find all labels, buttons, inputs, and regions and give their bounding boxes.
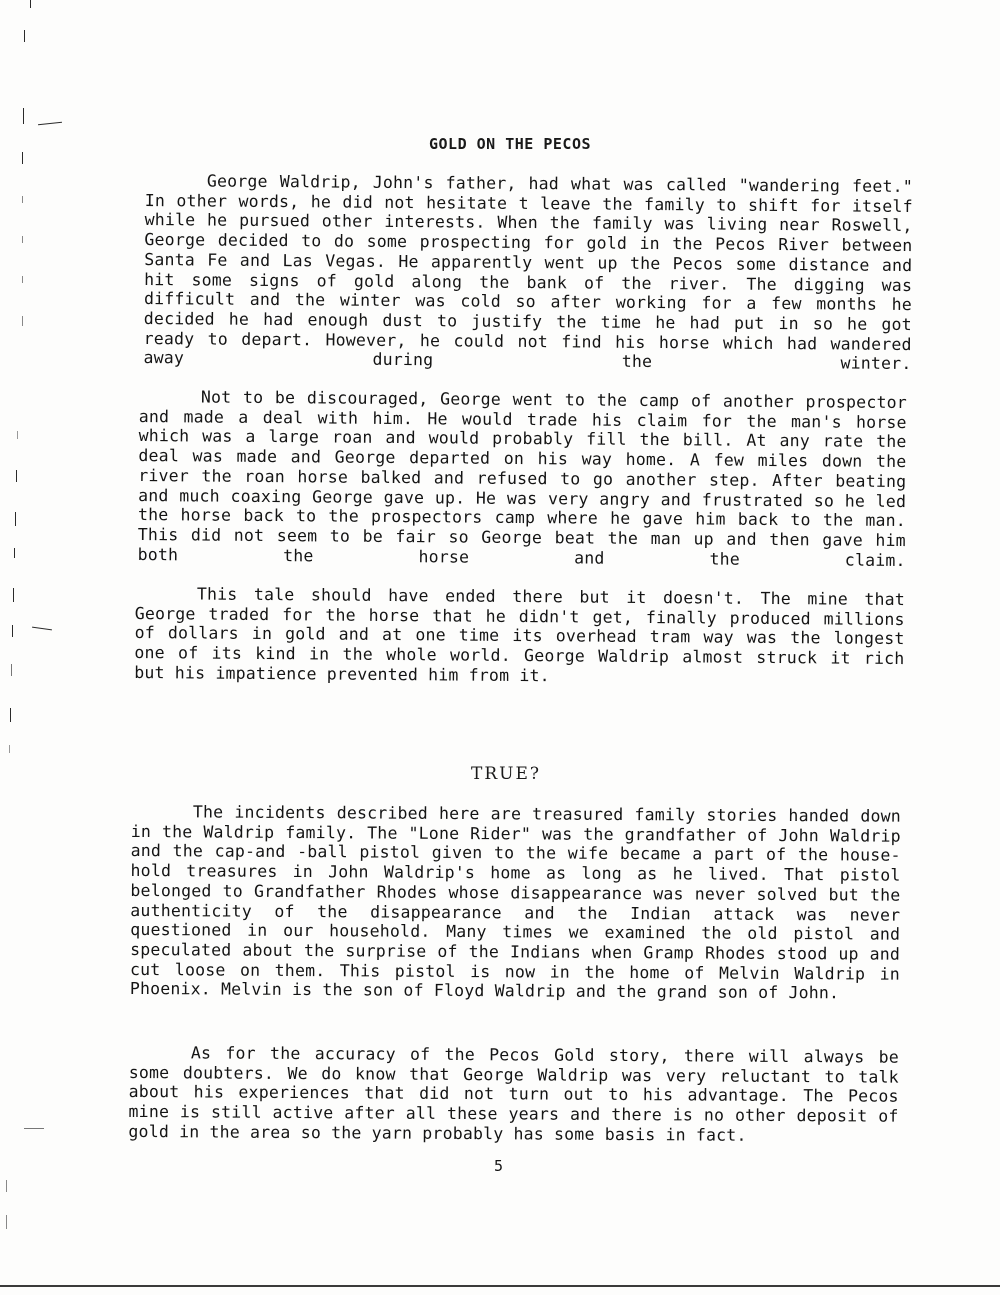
- margin-mark: [24, 1128, 44, 1129]
- margin-mark: [23, 108, 24, 124]
- paragraph: This tale should have ended there but it doesn't. The mine that George traded for the horse that he didn't get, finally produced millions of dollars in gold and at one time its overhead tram way was the longest one of its kind in the whole world. George Waldrip almost struck it rich but his impatience prevented him from it.: [134, 584, 905, 686]
- paragraph: As for the accuracy of the Pecos Gold story, there will always be some doubters. We do know that George Waldrip was very reluctant to talk about his experiences that did not turn out to his advantage. The Pecos mine is still active after all these years and there is no other deposit of gold in the area so the yarn probably has some basis in fact.: [128, 1043, 899, 1145]
- section-title-true: TRUE?: [471, 764, 541, 784]
- margin-mark: [32, 627, 52, 631]
- margin-mark: [14, 548, 15, 558]
- margin-mark: [38, 122, 62, 126]
- paragraph: Not to be discouraged, George went to the camp of another prospector and made a deal with him. He would trade his claim for the man's horse which was a large roan and would probably fill the bill. At any rate the deal was made and George departed on his way home. A few miles down the river the roan horse balked and refused to go another step. After beating and much coaxing George gave up. He was very angry and frustrated so he led the horse back to the prospectors camp where he gave him back to the man. This did not seem to be fair so George beat the man up and then gave him both the horse and the claim.: [137, 387, 907, 570]
- margin-mark: [6, 1180, 7, 1192]
- margin-mark: [9, 745, 10, 753]
- margin-mark: [22, 152, 23, 164]
- page-number: 5: [494, 1157, 504, 1175]
- margin-mark: [22, 196, 23, 203]
- paragraph: George Waldrip, John's father, had what was called "wandering feet." In other words, he did not hesitate t leave the family to shift for itself while he pursued other interests. When the family was living near Roswell, George decided to do some prospecting for gold in the Pecos River between Santa Fe and Las Vegas. He apparently went up the Pecos some distance and hit some signs of gold along the bank of the river. The digging was difficult and the winter was cold so after working for a few months he decided he had enough dust to justify the time he had put in so he got ready to depart. However, he could not find his horse which had wandered away during the winter.: [143, 171, 913, 374]
- margin-mark: [22, 276, 23, 283]
- margin-mark: [24, 30, 25, 42]
- margin-mark: [10, 708, 11, 722]
- margin-mark: [11, 664, 12, 676]
- margin-mark: [22, 236, 23, 243]
- margin-mark: [12, 625, 13, 637]
- margin-mark: [16, 470, 17, 482]
- margin-mark: [17, 431, 18, 439]
- margin-mark: [15, 512, 16, 526]
- margin-mark: [6, 1215, 7, 1229]
- section-title-gold-on-the-pecos: GOLD ON THE PECOS: [429, 135, 592, 153]
- margin-mark: [30, 0, 31, 8]
- scan-edge-line: [0, 1285, 1000, 1287]
- margin-mark: [22, 316, 23, 326]
- paragraph: The incidents described here are treasured family stories handed down in the Waldrip family. The "Lone Rider" was the grandfather of John Waldrip and the cap-and -ball pistol given to the wife became a part of the house-hold treasures in John Waldrip's home as long as he lived. That pistol belonged to Grandfather Rhodes whose disappearance was never solved but the authenticity of the disappearance and the Indian attack was never questioned in our household. Many times we examined the old pistol and speculated about the surprise of the Indians when Gramp Rhodes stood up and cut loose on them. This pistol is now in the home of Melvin Waldrip in Phoenix. Melvin is the son of Floyd Waldrip and the grand son of John.: [129, 802, 901, 1003]
- margin-mark: [13, 588, 14, 602]
